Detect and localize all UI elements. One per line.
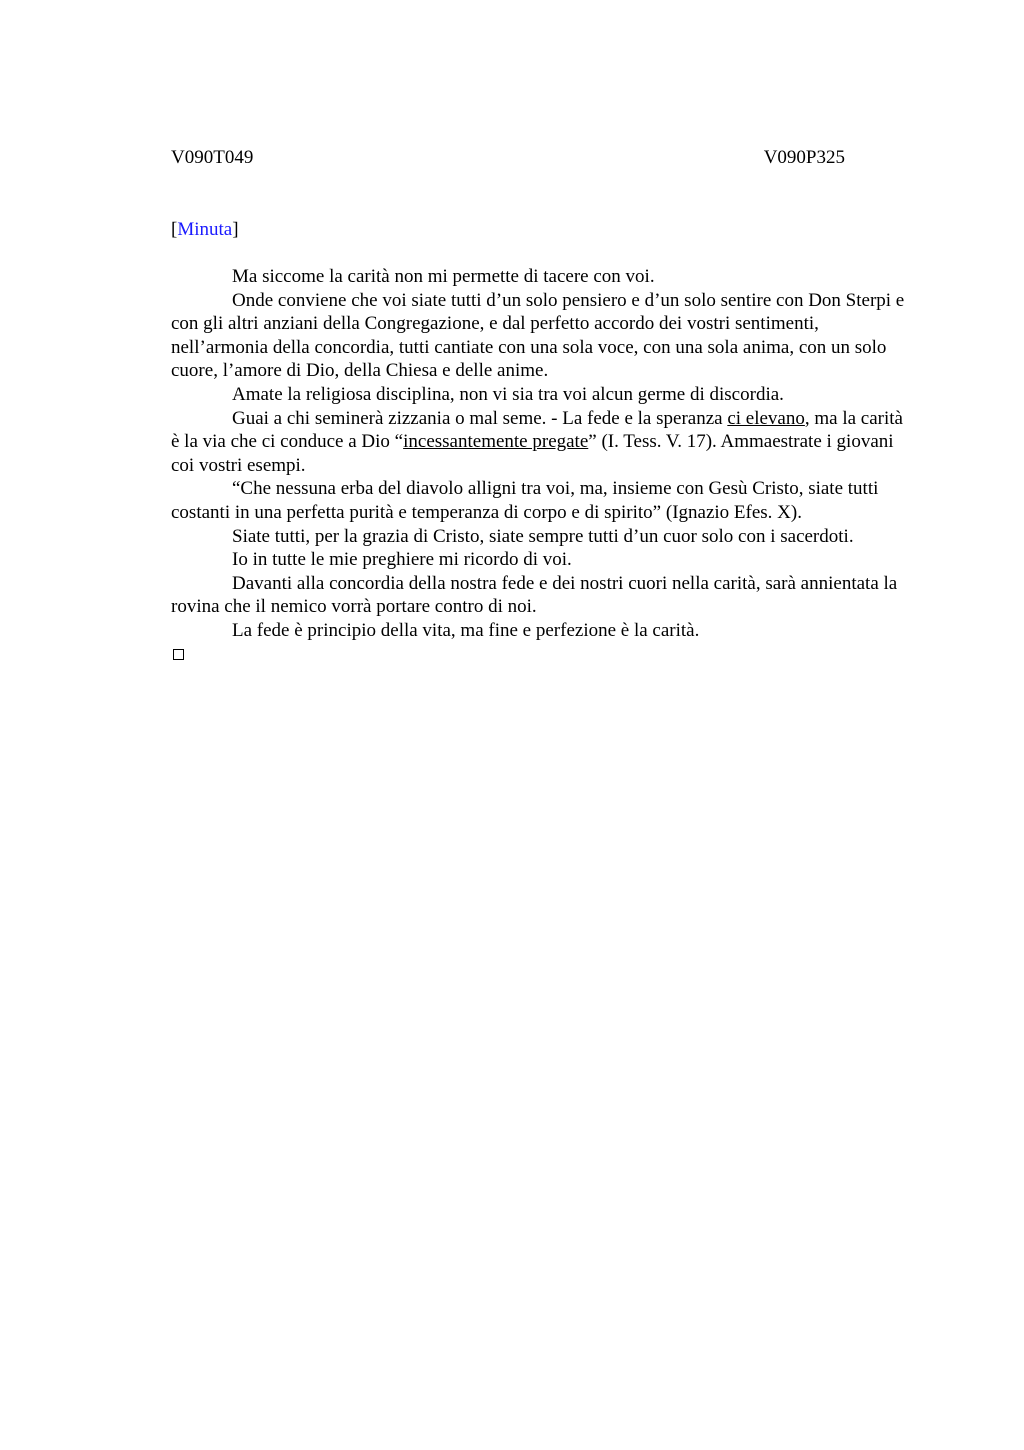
volume-page-code: V090P325 xyxy=(763,147,845,168)
open-bracket: [ xyxy=(171,219,178,240)
close-bracket: ] xyxy=(232,219,239,240)
paragraph-9: La fede è principio della vita, ma fine e perfezione è la carità. xyxy=(232,619,700,641)
paragraph-1: Ma siccome la carità non mi permette di tacere con voi. xyxy=(232,266,655,287)
paragraph-4-text-a: Guai a chi seminerà zizzania o mal seme. - La fede e la speranza xyxy=(232,407,728,429)
paragraph-4-text-c: ” (I. Tess. V. 17). Ammaestrate i giovani coi vostri esempi. xyxy=(171,431,894,476)
end-of-document-box-icon xyxy=(173,649,184,660)
paragraph-4-text-b: , ma la carità è la via che ci conduce a Dio “ xyxy=(171,407,903,453)
paragraph-8: Davanti alla concordia della nostra fede e dei nostri cuori nella carità, sarà annientata la rovina che il nemico vorrà portare contro di noi. xyxy=(171,572,898,618)
underlined-phrase-ci-elevano: ci elevano xyxy=(727,407,805,429)
paragraph-5: “Che nessuna erba del diavolo alligni tra voi, ma, insieme con Gesù Cristo, siate tutti costanti in una perfetta purità e temperanza di corpo e di spirito” (Ignazio Efes. X). xyxy=(171,478,879,523)
paragraph-7: Io in tutte le mie preghiere mi ricordo di voi. xyxy=(232,549,572,571)
document-type xyxy=(171,218,239,242)
document-type-label: Minuta xyxy=(177,219,233,240)
underlined-phrase-incessantemente-pregate: incessantemente pregate xyxy=(403,431,589,453)
letter-body xyxy=(171,265,916,643)
paragraph-4 xyxy=(171,407,916,478)
paragraph-6: Siate tutti, per la grazia di Cristo, siate sempre tutti d’un cuor solo con i sacerdoti. xyxy=(232,525,854,547)
paragraph-3: Amate la religiosa disciplina, non vi sia tra voi alcun germe di discordia. xyxy=(232,383,784,405)
volume-title-code: V090T049 xyxy=(171,147,254,168)
paragraph-2: Onde conviene che voi siate tutti d’un solo pensiero e d’un solo sentire con Don Sterpi e con gli altri anziani della Congregazione, e dal perfetto accordo dei vostri sentimenti, nell’armonia della concordia, tutti cantiate con una sola voce, con una sola anima, con un solo cuore, l’amore di Dio, della Chiesa e delle anime. xyxy=(171,289,905,382)
